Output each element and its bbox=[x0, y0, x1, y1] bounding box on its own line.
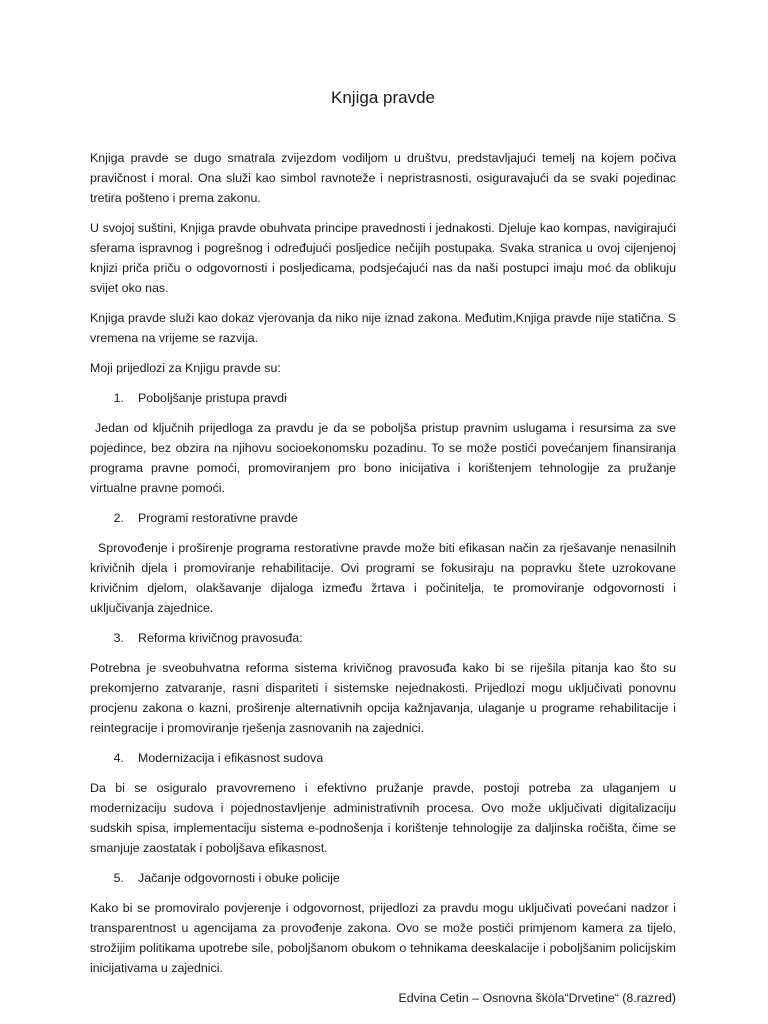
section-heading-text: Poboljšanje pristupa pravdi bbox=[138, 391, 287, 405]
section-number: 4. bbox=[113, 751, 124, 765]
document-page bbox=[90, 88, 680, 1008]
section-paragraph-4: Da bi se osiguralo pravovremeno i efektivno pružanje pravde, postoji potreba za ulaganjem u modernizaciju sudova i pojednostavljenje administrativnih procesa. Ovo može uključivati digitalizaciju sudskih spisa, implementaciju sistema e-podnošenja i korištenje tehnologije za daljinska ročišta, čime se smanjuje zaostatak i poboljšava efikasnost. bbox=[90, 781, 676, 855]
section-paragraph-1: Jedan od ključnih prijedloga za pravdu je da se poboljša pristup pravnim uslugama i resursima za sve pojedince, bez obzira na njihovu socioekonomsku pozadinu. To se može postići povećanjem finansiranja programa pravne pomoći, promoviranjem pro bono inicijativa i korištenjem tehnologije za pružanje virtualne pravne pomoći. bbox=[90, 421, 680, 495]
section-number: 2. bbox=[113, 511, 124, 525]
intro-paragraph-3: Knjiga pravde služi kao dokaz vjerovanja da niko nije iznad zakona. Međutim,Knjiga pravde nije statična. S vremena na vrijeme se razvija. bbox=[90, 311, 676, 345]
section-heading-4 bbox=[90, 748, 676, 768]
section-number: 3. bbox=[113, 631, 124, 645]
section-heading-2 bbox=[90, 508, 676, 528]
section-heading-text: Modernizacija i efikasnost sudova bbox=[138, 751, 324, 765]
section-paragraph-2: Sprovođenje i proširenje programa restorativne pravde može biti efikasan način za rješavanje nenasilnih krivičnih djela i promoviranje rehabilitacije. Ovi programi se fokusiraju na popravku štete uzrokovane krivičnim djelom, olakšavanje dijaloga između žrtava i počinitelja, te promoviranje odgovornosti i uključivanja zajednice. bbox=[90, 541, 680, 615]
document-title: Knjiga pravde bbox=[331, 88, 435, 107]
section-number: 1. bbox=[113, 391, 124, 405]
section-paragraph-3: Potrebna je sveobuhvatna reforma sistema krivičnog pravosuđa kako bi se riješila pitanja kao što su prekomjerno zatvaranje, rasni dispariteti i sistemske nejednakosti. Prijedlozi mogu uključivati ponovnu procjenu zakona o kazni, proširenje alternativnih opcija kažnjavanja, ulaganje u programe rehabilitacije i reintegracije i promoviranje rješenja zasnovanih na zajednici. bbox=[90, 661, 676, 735]
intro-paragraph-1: Knjiga pravde se dugo smatrala zvijezdom vodiljom u društvu, predstavljajući temelj na kojem počiva pravičnost i moral. Ona služi kao simbol ravnoteže i nepristrasnosti, osiguravajući da se svaki pojedinac tretira pošteno i prema zakonu. bbox=[90, 151, 676, 205]
section-heading-5 bbox=[90, 868, 676, 888]
section-heading-3 bbox=[90, 628, 676, 648]
section-paragraph-5: Kako bi se promoviralo povjerenje i odgovornost, prijedlozi za pravdu mogu uključivati povećani nadzor i transparentnost u agencijama za provođenje zakona. Ovo se može postići primjenom kamera za tijelo, strožijim politikama upotrebe sile, poboljšanom obukom o tehnikama deeskalacije i poboljšanim policijskim inicijativama u zajednici. bbox=[90, 901, 676, 975]
section-heading-text: Reforma krivičnog pravosuđa: bbox=[138, 631, 303, 645]
section-heading-text: Jačanje odgovornosti i obuke policije bbox=[138, 871, 340, 885]
author-signature: Edvina Cetin – Osnovna škola“Drvetine“ (8.razred) bbox=[398, 991, 676, 1005]
intro-paragraph-2: U svojoj suštini, Knjiga pravde obuhvata principe pravednosti i jednakosti. Djeluje kao kompas, navigirajući sferama ispravnog i pogrešnog i određujući posljedice nečijih postupaka. Svaka stranica u ovoj cijenjenoj knjizi priča priču o odgovornosti i posljedicama, podsjećajući nas da naši postupci imaju moć da oblikuju svijet oko nas. bbox=[90, 221, 676, 295]
section-number: 5. bbox=[113, 871, 124, 885]
section-heading-text: Programi restorativne pravde bbox=[138, 511, 298, 525]
intro-paragraph-4: Moji prijedlozi za Knjigu pravde su: bbox=[90, 361, 281, 375]
section-heading-1 bbox=[90, 388, 676, 408]
